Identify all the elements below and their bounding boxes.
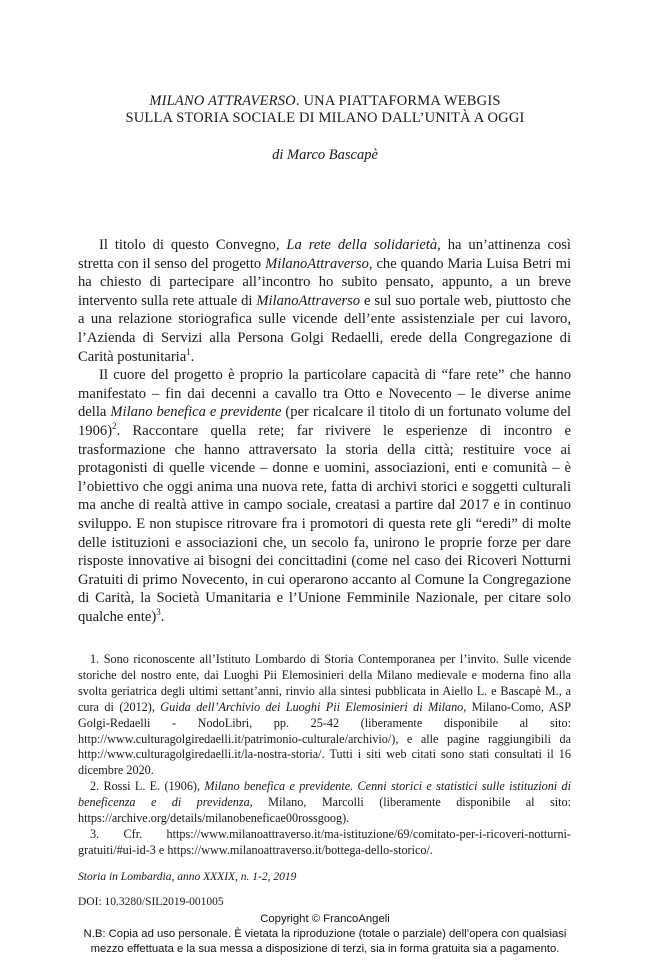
paragraph-2 (78, 366, 571, 626)
paragraph-1 (78, 236, 571, 366)
title-rest: . UNA PIATTAFORMA WEBGIS (295, 93, 501, 109)
text-run: , che quando Maria Luisa Betri mi ha chiesto di partecipare all’incontro ho subito pensato, appunto, a un breve intervento sulla rete attuale di (78, 255, 572, 309)
italic-run: Milano benefica e previdente. Cenni storici e statistici sulle istituzioni di beneficenza e di previdenza (78, 779, 571, 810)
title-line-1 (60, 93, 590, 110)
footnote-3 (78, 827, 571, 859)
article-author: di Marco Bascapè (272, 147, 378, 163)
article-title (60, 93, 590, 127)
italic-run: MilanoAttraverso (256, 292, 361, 309)
text-run: . (160, 608, 165, 625)
notice-line-1: N.B: Copia ad uso personale. È vietata la riproduzione (totale o parziale) dell’opera con qualsiasi (83, 928, 567, 940)
text-run: , ha un’attinenza così stretta con il senso del progetto (78, 237, 571, 272)
italic-run: Milano benefica e previdente (110, 404, 282, 421)
article-body (78, 236, 571, 626)
italic-run: La rete della solidarietà (286, 237, 438, 253)
title-italic: MILANO ATTRAVERSO (149, 93, 296, 109)
text-run: 1. Sono riconoscente all’Istituto Lombardo di Storia Contemporanea per l’invito. Sulle vicende storiche del nostro ente, dai Luoghi Pii Elemosinieri della Milano medievale e moderna fino alla svolta geriatrica degli ultimi settant’anni, rinvio alla sintesi pubblicata in Aiello L. e Bascapè M., a cura di (2012), (78, 652, 571, 714)
doi: DOI: 10.3280/SIL2019-001005 (78, 896, 224, 908)
text-run: , Milano-Como, ASP Golgi-Redaelli - NodoLibri, pp. 25-42 (liberamente disponibile al sito: http://www.culturagolgiredaelli.it/patrimonio-culturale/archivio/), e alle pagine raggiungibili da http://www.culturagolgiredaelli.it/la-nostra-storia/. Tutti i siti web citati sono stati consultati il 16 dicembre 2020. (78, 699, 571, 778)
copyright-footer (0, 912, 650, 957)
footnote-1 (78, 652, 571, 779)
journal-citation: Storia in Lombardia, anno XXXIX, n. 1-2, 2019 (78, 871, 297, 883)
footnote-ref-2[interactable]: 2 (112, 421, 117, 432)
text-run: 3. Cfr. https://www.milanoattraverso.it/ma-istituzione/69/comitato-per-i-ricoveri-notturni-gratuiti/#ui-id-3 e https://www.milanoattraverso.it/bottega-dello-storico/. (78, 826, 571, 857)
text-run: 2. Rossi L. E. (1906), (90, 779, 205, 794)
footnote-ref-3[interactable]: 3 (156, 607, 161, 618)
italic-run: Guida dell’Archivio dei Luoghi Pii Elemosinieri di Milano (160, 699, 464, 714)
text-run: (per ricalcare il titolo di un fortunato volume del 1906) (78, 404, 571, 439)
footnotes (78, 652, 571, 859)
text-run: , Milano, Marcolli (liberamente disponibile al sito: https://archive.org/details/milanobeneficae00rossgoog). (78, 795, 571, 826)
text-run: Il cuore del progetto è proprio la particolare capacità di “fare rete” che hanno manifestato – fin dai decenni a cavallo tra Otto e Novecento – le diverse anime della (78, 367, 571, 421)
notice-line-2: mezzo effettuata e la sua messa a disposizione di terzi, sia in forma gratuita sia a pagamento. (90, 943, 560, 955)
text-run: . Raccontare quella rete; far rivivere le esperienze di incontro e trasformazione che hanno attraversato la storia della città; restituire voce ai protagonisti di quelle vicende – donne e uomini, associazioni, enti e comunità – è l’obiettivo che oggi anima una nuova rete, fatta di archivi storici e soggetti culturali ma anche di realtà attive in campo sociale, creatasi a partire dal 2017 e in continuo sviluppo. E non stupisce ritrovare fra i promotori di questa rete gli “eredi” di molte delle istituzioni e associazioni che, un secolo fa, unirono le proprie forze per dare risposte innovative ai bisogni dei concittadini (come nel caso dei Ricoveri Notturni Gratuiti di primo Novecento, in cui operarono accanto al Comune la Congregazione di Carità, la Società Umanitaria e l’Unione Femminile Nazionale, per citare solo qualche ente) (78, 422, 571, 625)
italic-run: MilanoAttraverso (265, 255, 369, 272)
copyright-line: Copyright © FrancoAngeli (260, 913, 390, 925)
text-run: Il titolo di questo Convegno, (99, 237, 287, 253)
footnote-ref-1[interactable]: 1 (186, 346, 191, 357)
title-line-2: SULLA STORIA SOCIALE DI MILANO DALL’UNITÀ A OGGI (125, 110, 525, 126)
footnote-2 (78, 779, 571, 827)
text-run: . (190, 348, 195, 365)
text-run: e sul suo portale web, piuttosto che a una relazione storiografica sulle vicende dell’ente assistenziale per cui lavoro, l’Azienda di Servizi alla Persona Golgi Redaelli, erede della Congregazione di Carità postunitaria (78, 292, 571, 365)
